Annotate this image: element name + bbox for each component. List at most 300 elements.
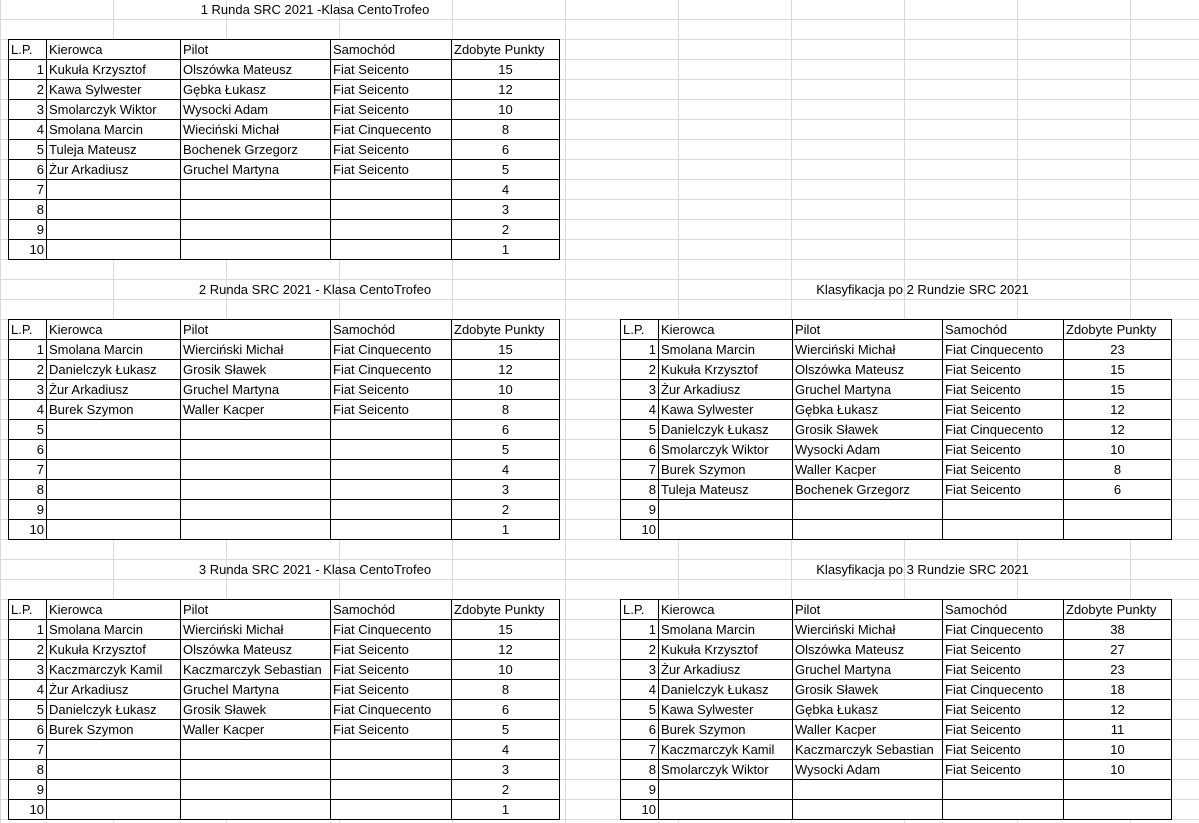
driver-cell[interactable] (47, 740, 181, 760)
lp-cell[interactable]: 10 (9, 520, 47, 540)
points-cell[interactable]: 27 (1064, 640, 1172, 660)
car-cell[interactable] (331, 220, 452, 240)
driver-cell[interactable]: Danielczyk Łukasz (659, 420, 793, 440)
driver-cell[interactable] (47, 440, 181, 460)
points-cell[interactable]: 8 (452, 680, 560, 700)
lp-cell[interactable]: 6 (9, 440, 47, 460)
codriver-cell[interactable]: Wierciński Michał (181, 620, 331, 640)
driver-header[interactable]: Kierowca (47, 40, 181, 60)
driver-cell[interactable]: Burek Szymon (659, 460, 793, 480)
car-cell[interactable] (331, 780, 452, 800)
lp-header[interactable]: L.P. (621, 320, 659, 340)
points-cell[interactable]: 8 (452, 400, 560, 420)
codriver-cell[interactable]: Grosik Sławek (181, 360, 331, 380)
driver-header[interactable]: Kierowca (659, 320, 793, 340)
codriver-cell[interactable]: Gruchel Martyna (181, 680, 331, 700)
codriver-cell[interactable] (793, 780, 943, 800)
driver-cell[interactable]: Kawa Sylwester (659, 700, 793, 720)
lp-cell[interactable]: 3 (9, 100, 47, 120)
points-cell[interactable]: 4 (452, 740, 560, 760)
lp-cell[interactable]: 5 (621, 420, 659, 440)
car-cell[interactable]: Fiat Seicento (331, 720, 452, 740)
lp-cell[interactable]: 2 (9, 80, 47, 100)
driver-cell[interactable]: Smolarczyk Wiktor (659, 440, 793, 460)
driver-cell[interactable]: Żur Arkadiusz (659, 380, 793, 400)
points-cell[interactable]: 8 (452, 120, 560, 140)
table-row (9, 740, 560, 760)
lp-cell[interactable]: 9 (621, 500, 659, 520)
car-cell[interactable]: Fiat Seicento (943, 700, 1064, 720)
car-cell[interactable] (943, 780, 1064, 800)
codriver-cell[interactable]: Waller Kacper (181, 400, 331, 420)
codriver-cell[interactable] (181, 500, 331, 520)
round-3-table (8, 599, 560, 820)
car-cell[interactable]: Fiat Seicento (331, 100, 452, 120)
codriver-cell[interactable] (181, 240, 331, 260)
codriver-cell[interactable] (181, 760, 331, 780)
driver-cell[interactable]: Smolana Marcin (47, 340, 181, 360)
lp-cell[interactable]: 6 (621, 720, 659, 740)
codriver-cell[interactable]: Kaczmarczyk Sebastian (793, 740, 943, 760)
car-cell[interactable] (331, 800, 452, 820)
car-header[interactable]: Samochód (943, 600, 1064, 620)
driver-cell[interactable] (659, 780, 793, 800)
driver-cell[interactable]: Kukuła Krzysztof (47, 640, 181, 660)
table-row (621, 420, 1172, 440)
lp-cell[interactable]: 9 (9, 500, 47, 520)
lp-header[interactable]: L.P. (621, 600, 659, 620)
table-row (621, 400, 1172, 420)
points-cell[interactable]: 6 (452, 140, 560, 160)
driver-cell[interactable]: Kawa Sylwester (659, 400, 793, 420)
points-cell[interactable]: 15 (452, 620, 560, 640)
car-cell[interactable] (331, 520, 452, 540)
table-row (9, 360, 560, 380)
table-row (9, 120, 560, 140)
car-cell[interactable]: Fiat Cinquecento (943, 680, 1064, 700)
codriver-cell[interactable]: Gębka Łukasz (793, 700, 943, 720)
car-cell[interactable]: Fiat Seicento (943, 760, 1064, 780)
codriver-cell[interactable]: Gruchel Martyna (181, 160, 331, 180)
car-cell[interactable]: Fiat Cinquecento (331, 340, 452, 360)
lp-cell[interactable]: 8 (621, 480, 659, 500)
table-row (9, 640, 560, 660)
standings-after-round-3-title: Klasyfikacja po 3 Rundzie SRC 2021 (816, 562, 1029, 577)
lp-header[interactable]: L.P. (9, 40, 47, 60)
codriver-cell[interactable] (181, 220, 331, 240)
codriver-header[interactable]: Pilot (181, 40, 331, 60)
car-cell[interactable] (331, 740, 452, 760)
driver-cell[interactable] (659, 520, 793, 540)
codriver-cell[interactable]: Wysocki Adam (181, 100, 331, 120)
codriver-cell[interactable]: Olszówka Mateusz (793, 360, 943, 380)
driver-cell[interactable] (47, 200, 181, 220)
codriver-cell[interactable]: Waller Kacper (793, 720, 943, 740)
lp-cell[interactable]: 7 (9, 460, 47, 480)
points-cell[interactable]: 12 (1064, 700, 1172, 720)
lp-cell[interactable]: 9 (621, 780, 659, 800)
codriver-cell[interactable] (181, 800, 331, 820)
points-cell[interactable]: 1 (452, 520, 560, 540)
car-cell[interactable]: Fiat Seicento (943, 360, 1064, 380)
codriver-cell[interactable]: Gębka Łukasz (793, 400, 943, 420)
points-cell[interactable]: 10 (1064, 440, 1172, 460)
driver-cell[interactable] (47, 760, 181, 780)
lp-cell[interactable]: 2 (621, 640, 659, 660)
points-cell[interactable]: 10 (1064, 760, 1172, 780)
car-cell[interactable]: Fiat Seicento (943, 440, 1064, 460)
codriver-cell[interactable]: Gruchel Martyna (181, 380, 331, 400)
codriver-header[interactable]: Pilot (793, 320, 943, 340)
car-header[interactable]: Samochód (331, 40, 452, 60)
lp-cell[interactable]: 7 (621, 460, 659, 480)
codriver-cell[interactable] (181, 420, 331, 440)
driver-cell[interactable] (47, 240, 181, 260)
lp-cell[interactable]: 10 (621, 520, 659, 540)
points-cell[interactable]: 15 (452, 60, 560, 80)
car-cell[interactable] (331, 760, 452, 780)
codriver-cell[interactable] (793, 500, 943, 520)
codriver-cell[interactable]: Wieciński Michał (181, 120, 331, 140)
points-cell[interactable]: 3 (452, 760, 560, 780)
driver-cell[interactable]: Burek Szymon (47, 720, 181, 740)
points-cell[interactable]: 12 (1064, 400, 1172, 420)
lp-cell[interactable]: 7 (621, 740, 659, 760)
codriver-cell[interactable] (793, 520, 943, 540)
driver-cell[interactable]: Żur Arkadiusz (47, 380, 181, 400)
car-cell[interactable]: Fiat Seicento (943, 660, 1064, 680)
codriver-cell[interactable]: Wierciński Michał (793, 620, 943, 640)
lp-cell[interactable]: 3 (9, 380, 47, 400)
table-row (621, 460, 1172, 480)
lp-cell[interactable]: 7 (9, 740, 47, 760)
driver-cell[interactable]: Kaczmarczyk Kamil (47, 660, 181, 680)
table-row (9, 500, 560, 520)
points-cell[interactable]: 10 (452, 660, 560, 680)
car-cell[interactable]: Fiat Seicento (943, 640, 1064, 660)
points-cell[interactable]: 2 (452, 500, 560, 520)
table-row (621, 620, 1172, 640)
table-row (621, 720, 1172, 740)
driver-cell[interactable] (47, 500, 181, 520)
car-cell[interactable]: Fiat Cinquecento (331, 120, 452, 140)
codriver-cell[interactable] (181, 180, 331, 200)
driver-cell[interactable]: Tuleja Mateusz (47, 140, 181, 160)
codriver-cell[interactable]: Olszówka Mateusz (181, 60, 331, 80)
points-cell[interactable] (1064, 520, 1172, 540)
driver-header[interactable]: Kierowca (47, 600, 181, 620)
points-cell[interactable]: 38 (1064, 620, 1172, 640)
lp-cell[interactable]: 3 (621, 380, 659, 400)
codriver-cell[interactable]: Kaczmarczyk Sebastian (181, 660, 331, 680)
lp-cell[interactable]: 2 (9, 640, 47, 660)
driver-cell[interactable]: Danielczyk Łukasz (47, 360, 181, 380)
driver-cell[interactable]: Burek Szymon (659, 720, 793, 740)
points-header[interactable]: Zdobyte Punkty (1064, 320, 1172, 340)
car-cell[interactable]: Fiat Seicento (331, 640, 452, 660)
driver-cell[interactable]: Smolana Marcin (47, 120, 181, 140)
car-cell[interactable] (331, 240, 452, 260)
points-cell[interactable]: 10 (452, 100, 560, 120)
table-row (621, 760, 1172, 780)
codriver-cell[interactable]: Olszówka Mateusz (181, 640, 331, 660)
car-cell[interactable] (331, 440, 452, 460)
table-row (9, 60, 560, 80)
table-row (9, 80, 560, 100)
lp-header[interactable]: L.P. (9, 320, 47, 340)
driver-cell[interactable]: Kukuła Krzysztof (659, 640, 793, 660)
driver-cell[interactable] (47, 180, 181, 200)
points-cell[interactable]: 15 (452, 340, 560, 360)
table-row (621, 480, 1172, 500)
lp-cell[interactable]: 4 (621, 400, 659, 420)
lp-cell[interactable]: 1 (621, 340, 659, 360)
lp-cell[interactable]: 8 (9, 480, 47, 500)
points-cell[interactable]: 1 (452, 240, 560, 260)
car-cell[interactable] (943, 500, 1064, 520)
lp-cell[interactable]: 10 (9, 800, 47, 820)
lp-cell[interactable]: 9 (9, 780, 47, 800)
car-cell[interactable]: Fiat Seicento (943, 720, 1064, 740)
points-cell[interactable]: 3 (452, 200, 560, 220)
driver-cell[interactable] (47, 480, 181, 500)
points-cell[interactable]: 5 (452, 720, 560, 740)
lp-cell[interactable]: 1 (9, 620, 47, 640)
points-cell[interactable]: 8 (1064, 460, 1172, 480)
points-cell[interactable]: 5 (452, 160, 560, 180)
codriver-header[interactable]: Pilot (793, 600, 943, 620)
car-cell[interactable] (331, 500, 452, 520)
table-row (9, 780, 560, 800)
lp-cell[interactable]: 8 (9, 760, 47, 780)
codriver-cell[interactable]: Wierciński Michał (793, 340, 943, 360)
table-row (621, 700, 1172, 720)
points-cell[interactable]: 3 (452, 480, 560, 500)
codriver-cell[interactable] (181, 460, 331, 480)
driver-cell[interactable] (659, 800, 793, 820)
car-cell[interactable]: Fiat Seicento (943, 400, 1064, 420)
codriver-cell[interactable] (181, 740, 331, 760)
points-header[interactable]: Zdobyte Punkty (452, 600, 560, 620)
car-cell[interactable]: Fiat Seicento (331, 680, 452, 700)
codriver-header[interactable]: Pilot (181, 320, 331, 340)
points-cell[interactable]: 6 (1064, 480, 1172, 500)
points-cell[interactable]: 1 (452, 800, 560, 820)
points-cell[interactable]: 10 (452, 380, 560, 400)
driver-cell[interactable]: Kukuła Krzysztof (659, 360, 793, 380)
lp-cell[interactable]: 1 (621, 620, 659, 640)
points-cell[interactable]: 5 (452, 440, 560, 460)
codriver-cell[interactable]: Waller Kacper (793, 460, 943, 480)
car-cell[interactable]: Fiat Seicento (331, 380, 452, 400)
lp-cell[interactable]: 4 (9, 120, 47, 140)
codriver-cell[interactable]: Gruchel Martyna (793, 660, 943, 680)
lp-cell[interactable]: 5 (621, 700, 659, 720)
points-cell[interactable]: 23 (1064, 660, 1172, 680)
codriver-cell[interactable] (181, 200, 331, 220)
points-cell[interactable]: 12 (452, 360, 560, 380)
points-cell[interactable]: 11 (1064, 720, 1172, 740)
car-cell[interactable]: Fiat Seicento (331, 80, 452, 100)
points-cell[interactable] (1064, 780, 1172, 800)
lp-cell[interactable]: 8 (621, 760, 659, 780)
points-cell[interactable]: 4 (452, 460, 560, 480)
points-header[interactable]: Zdobyte Punkty (1064, 600, 1172, 620)
codriver-cell[interactable]: Gębka Łukasz (181, 80, 331, 100)
codriver-cell[interactable] (793, 800, 943, 820)
driver-cell[interactable] (47, 780, 181, 800)
car-cell[interactable]: Fiat Seicento (943, 380, 1064, 400)
car-cell[interactable]: Fiat Seicento (943, 460, 1064, 480)
car-cell[interactable]: Fiat Seicento (331, 660, 452, 680)
points-cell[interactable] (1064, 500, 1172, 520)
points-cell[interactable]: 6 (452, 420, 560, 440)
table-row (9, 100, 560, 120)
car-cell[interactable]: Fiat Cinquecento (331, 700, 452, 720)
lp-cell[interactable]: 9 (9, 220, 47, 240)
car-cell[interactable]: Fiat Seicento (331, 140, 452, 160)
points-cell[interactable]: 15 (1064, 380, 1172, 400)
driver-cell[interactable]: Danielczyk Łukasz (47, 700, 181, 720)
round-2-table (8, 319, 560, 540)
codriver-cell[interactable]: Waller Kacper (181, 720, 331, 740)
car-cell[interactable]: Fiat Cinquecento (943, 420, 1064, 440)
codriver-cell[interactable] (181, 480, 331, 500)
codriver-cell[interactable]: Bochenek Grzegorz (793, 480, 943, 500)
lp-cell[interactable]: 4 (9, 400, 47, 420)
driver-cell[interactable] (47, 520, 181, 540)
codriver-cell[interactable]: Wysocki Adam (793, 440, 943, 460)
points-cell[interactable]: 2 (452, 780, 560, 800)
codriver-cell[interactable]: Wierciński Michał (181, 340, 331, 360)
driver-cell[interactable] (47, 460, 181, 480)
car-cell[interactable]: Fiat Seicento (331, 60, 452, 80)
lp-cell[interactable]: 2 (9, 360, 47, 380)
lp-cell[interactable]: 6 (9, 720, 47, 740)
car-header[interactable]: Samochód (943, 320, 1064, 340)
driver-cell[interactable] (47, 220, 181, 240)
driver-header[interactable]: Kierowca (47, 320, 181, 340)
points-cell[interactable]: 23 (1064, 340, 1172, 360)
table-row (9, 620, 560, 640)
driver-cell[interactable]: Żur Arkadiusz (47, 680, 181, 700)
lp-cell[interactable]: 3 (621, 660, 659, 680)
car-cell[interactable]: Fiat Seicento (943, 480, 1064, 500)
driver-cell[interactable]: Danielczyk Łukasz (659, 680, 793, 700)
driver-cell[interactable]: Smolarczyk Wiktor (659, 760, 793, 780)
car-cell[interactable]: Fiat Seicento (331, 400, 452, 420)
driver-cell[interactable]: Burek Szymon (47, 400, 181, 420)
car-cell[interactable]: Fiat Seicento (331, 160, 452, 180)
car-header[interactable]: Samochód (331, 320, 452, 340)
car-cell[interactable] (331, 460, 452, 480)
codriver-cell[interactable]: Wysocki Adam (793, 760, 943, 780)
lp-cell[interactable]: 6 (621, 440, 659, 460)
driver-cell[interactable] (47, 420, 181, 440)
car-cell[interactable]: Fiat Cinquecento (331, 620, 452, 640)
car-cell[interactable] (943, 800, 1064, 820)
lp-cell[interactable]: 10 (9, 240, 47, 260)
table-row (621, 780, 1172, 800)
driver-cell[interactable]: Kaczmarczyk Kamil (659, 740, 793, 760)
points-cell[interactable]: 12 (1064, 420, 1172, 440)
car-cell[interactable] (331, 480, 452, 500)
driver-cell[interactable] (47, 800, 181, 820)
lp-cell[interactable]: 7 (9, 180, 47, 200)
codriver-header[interactable]: Pilot (181, 600, 331, 620)
codriver-cell[interactable]: Grosik Sławek (793, 680, 943, 700)
points-cell[interactable]: 10 (1064, 740, 1172, 760)
driver-header[interactable]: Kierowca (659, 600, 793, 620)
car-cell[interactable] (331, 200, 452, 220)
driver-cell[interactable]: Smolana Marcin (47, 620, 181, 640)
driver-cell[interactable]: Smolarczyk Wiktor (47, 100, 181, 120)
lp-cell[interactable]: 6 (9, 160, 47, 180)
codriver-cell[interactable]: Bochenek Grzegorz (181, 140, 331, 160)
lp-cell[interactable]: 3 (9, 660, 47, 680)
lp-cell[interactable]: 10 (621, 800, 659, 820)
lp-cell[interactable]: 8 (9, 200, 47, 220)
points-cell[interactable]: 15 (1064, 360, 1172, 380)
table-row (9, 520, 560, 540)
table-row (621, 740, 1172, 760)
driver-cell[interactable]: Smolana Marcin (659, 620, 793, 640)
lp-cell[interactable]: 4 (621, 680, 659, 700)
points-cell[interactable]: 6 (452, 700, 560, 720)
codriver-cell[interactable]: Grosik Sławek (181, 700, 331, 720)
car-cell[interactable]: Fiat Cinquecento (943, 340, 1064, 360)
lp-cell[interactable]: 1 (9, 340, 47, 360)
lp-cell[interactable]: 1 (9, 60, 47, 80)
points-cell[interactable]: 18 (1064, 680, 1172, 700)
car-cell[interactable]: Fiat Cinquecento (331, 360, 452, 380)
lp-cell[interactable]: 2 (621, 360, 659, 380)
codriver-cell[interactable]: Grosik Sławek (793, 420, 943, 440)
points-header[interactable]: Zdobyte Punkty (452, 40, 560, 60)
points-header[interactable]: Zdobyte Punkty (452, 320, 560, 340)
codriver-cell[interactable] (181, 440, 331, 460)
lp-cell[interactable]: 5 (9, 140, 47, 160)
points-cell[interactable]: 12 (452, 640, 560, 660)
driver-cell[interactable]: Żur Arkadiusz (47, 160, 181, 180)
car-cell[interactable] (331, 420, 452, 440)
table-row (9, 380, 560, 400)
lp-cell[interactable]: 5 (9, 700, 47, 720)
codriver-cell[interactable] (181, 780, 331, 800)
lp-cell[interactable]: 5 (9, 420, 47, 440)
points-cell[interactable] (1064, 800, 1172, 820)
codriver-cell[interactable] (181, 520, 331, 540)
driver-cell[interactable]: Tuleja Mateusz (659, 480, 793, 500)
car-cell[interactable]: Fiat Cinquecento (943, 620, 1064, 640)
lp-header[interactable]: L.P. (9, 600, 47, 620)
lp-cell[interactable]: 4 (9, 680, 47, 700)
codriver-cell[interactable]: Gruchel Martyna (793, 380, 943, 400)
driver-cell[interactable]: Żur Arkadiusz (659, 660, 793, 680)
car-cell[interactable]: Fiat Seicento (943, 740, 1064, 760)
points-cell[interactable]: 12 (452, 80, 560, 100)
codriver-cell[interactable]: Olszówka Mateusz (793, 640, 943, 660)
driver-cell[interactable] (659, 500, 793, 520)
points-cell[interactable]: 4 (452, 180, 560, 200)
car-cell[interactable] (331, 180, 452, 200)
points-cell[interactable]: 2 (452, 220, 560, 240)
car-cell[interactable] (943, 520, 1064, 540)
driver-cell[interactable]: Kukuła Krzysztof (47, 60, 181, 80)
driver-cell[interactable]: Kawa Sylwester (47, 80, 181, 100)
car-header[interactable]: Samochód (331, 600, 452, 620)
driver-cell[interactable]: Smolana Marcin (659, 340, 793, 360)
